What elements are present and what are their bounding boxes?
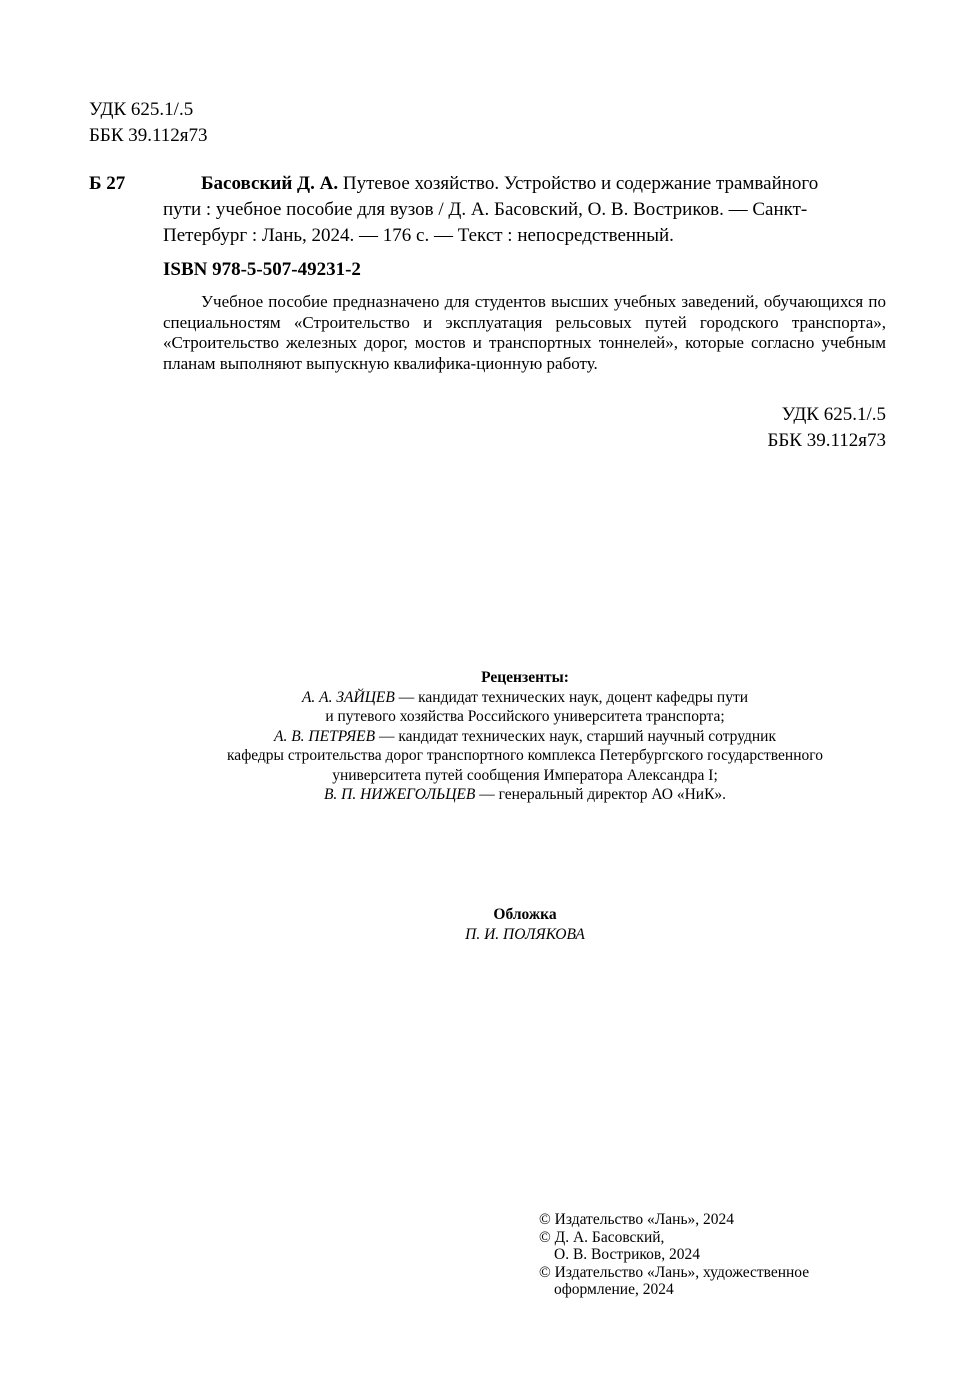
classification-codes-bottom (600, 402, 886, 454)
copyright-line: © Издательство «Лань», художественное (539, 1263, 810, 1281)
copyright-line: О. В. Востриков, 2024 (554, 1246, 700, 1263)
copyright-line: © Д. А. Басовский, (539, 1228, 665, 1246)
reviewer-info: и путевого хозяйства Российского университета транспорта; (325, 708, 725, 725)
udk-code: УДК 625.1/.5 (89, 99, 194, 120)
author-mark: Б 27 (89, 173, 126, 194)
copyright-line: оформление, 2024 (554, 1281, 674, 1298)
author-name: Басовский Д. А. (201, 173, 339, 194)
title-line-1: Путевое хозяйство. Устройство и содержание трамвайного (338, 173, 819, 194)
copyright-block (539, 1211, 939, 1299)
reviewers-block (100, 668, 950, 805)
reviewer-name: А. А. ЗАЙЦЕВ (301, 688, 395, 706)
annotation: Учебное пособие предназначено для студентов высших учебных заведений, обучающихся по специальностям «Строительство и эксплуатация рельсовых путей городского транспорта», «Строительство железных дорог, мостов и транспортных тоннелей», которые согласно учебным планам выполняют выпускную квалифика-ционную работу. (163, 292, 886, 373)
reviewer-name: А. В. ПЕТРЯЕВ (273, 727, 376, 745)
cover-credit (100, 905, 950, 944)
reviewer-name: В. П. НИЖЕГОЛЬЦЕВ (323, 786, 476, 803)
reviewer-info: кафедры строительства дорог транспортного комплекса Петербургского государственного (227, 747, 823, 764)
title-line-2: пути : учебное пособие для вузов / Д. А. Басовский, О. В. Востриков. — Санкт- (163, 199, 808, 220)
copyright-line: © Издательство «Лань», 2024 (539, 1211, 735, 1228)
cover-heading: Обложка (493, 906, 557, 923)
reviewer-info: — кандидат технических наук, старший научный сотрудник (375, 727, 777, 745)
bbk-code: ББК 39.112я73 (767, 430, 886, 451)
isbn: ISBN 978-5-507-49231-2 (163, 259, 361, 280)
reviewer-info: — кандидат технических наук, доцент кафедры пути (394, 688, 749, 706)
cover-artist: П. И. ПОЛЯКОВА (465, 925, 585, 943)
udk-code: УДК 625.1/.5 (781, 404, 886, 425)
reviewer-info: университета путей сообщения Императора Александра I; (332, 766, 718, 784)
classification-codes-top (89, 97, 208, 149)
title-line-3: Петербург : Лань, 2024. — 176 с. — Текст : непосредственный. (163, 225, 674, 246)
reviewer-info: — генеральный директор АО «НиК». (475, 786, 727, 803)
bibliographic-record (163, 171, 886, 249)
reviewers-heading: Рецензенты: (481, 669, 569, 686)
bbk-code: ББК 39.112я73 (89, 125, 208, 146)
